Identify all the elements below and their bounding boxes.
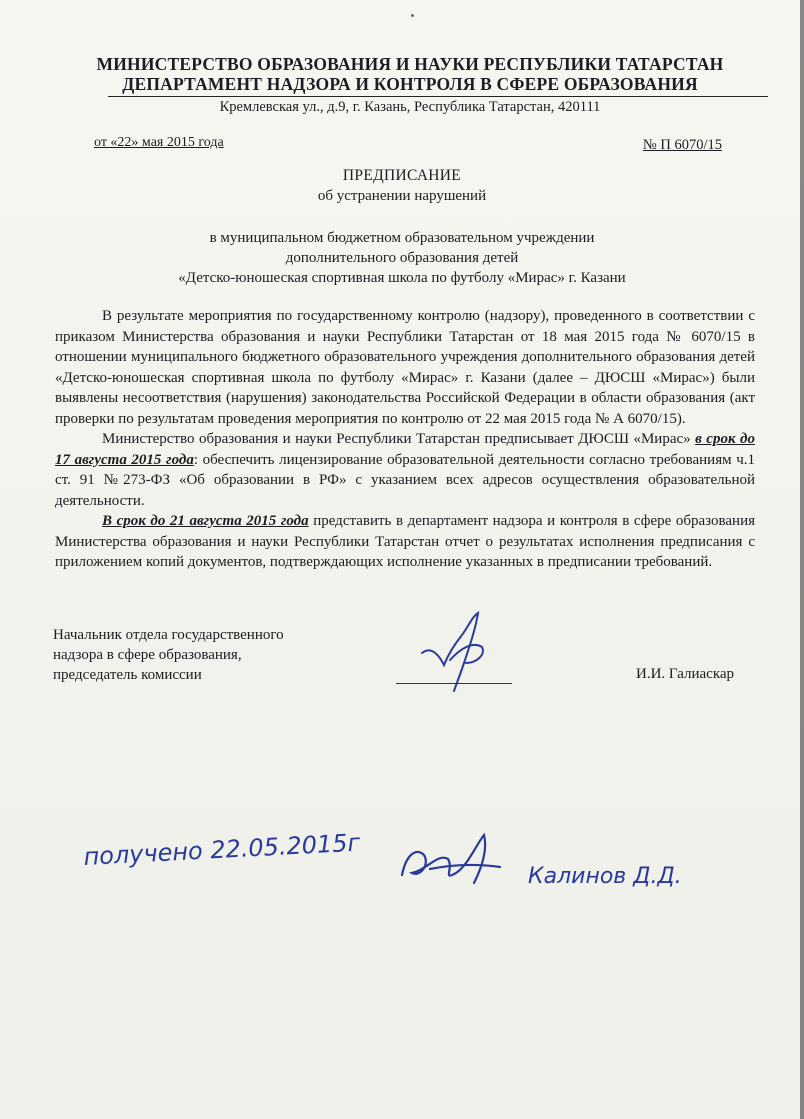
institution-line-1: в муниципальном бюджетном образовательном учреждении xyxy=(209,230,595,246)
paragraph-report xyxy=(55,511,755,573)
signatory-line-3: председатель комиссии xyxy=(53,667,202,683)
paragraph-order xyxy=(55,429,755,511)
receipt-note: получено 22.05.2015г xyxy=(82,828,361,871)
header-divider xyxy=(108,96,768,97)
deadline-license: в срок до 17 августа 2015 года xyxy=(55,431,755,468)
paragraph-findings: В результате мероприятия по государственному контролю (надзору), проведенного в соответствии с приказом Министерства образования и науки Республики Татарстан от 18 мая 2015 года № 6070/15 в отношении муниципального бюджетного образовательного учреждения дополнительного образования детей «Детско-юношеская спортивная школа по футболу «Мирас» г. Казани (далее – ДЮСШ «Мирас») были выявлены несоответствия (нарушения) законодательства Российской Федерации в области образования (акт проверки по результатам проведения мероприятия по контролю от 22 мая 2015 года № А 6070/15). xyxy=(55,308,755,427)
scan-edge xyxy=(800,0,804,1119)
signatory-line-2: надзора в сфере образования, xyxy=(53,647,242,663)
institution-line-3: «Детско-юношеская спортивная школа по футболу «Мирас» г. Казани xyxy=(178,270,626,286)
paper-speck xyxy=(411,14,414,17)
document-body xyxy=(55,306,755,573)
document-subtitle: об устранении нарушений xyxy=(317,188,487,204)
deadline-report: В срок до 21 августа 2015 года xyxy=(102,513,309,529)
receipt-name: Калинов Д.Д. xyxy=(528,864,682,889)
signature-line xyxy=(396,683,512,684)
official-signature xyxy=(410,605,520,695)
ministry-title: МИНИСТЕРСТВО ОБРАЗОВАНИЯ И НАУКИ РЕСПУБЛИКИ ТАТАРСТАН xyxy=(96,54,724,74)
signatory-line-1: Начальник отдела государственного xyxy=(53,627,284,643)
institution-line-2: дополнительного образования детей xyxy=(285,250,519,266)
report-requirements: представить в департамент надзора и контроля в сфере образования Министерства образования и науки Республики Татарстан отчет о результатах исполнения предписания с приложением копий документов, подтверждающих исполнение указанных в предписании требований. xyxy=(55,513,755,570)
order-text: Министерство образования и науки Республики Татарстан предписывает ДЮСШ «Мирас» xyxy=(102,431,691,447)
document-date: от «22» мая 2015 года xyxy=(94,135,224,150)
signatory-title xyxy=(53,625,284,685)
address-line: Кремлевская ул., д.9, г. Казань, Республика Татарстан, 420111 xyxy=(219,99,601,115)
signatory-name: И.И. Галиаскар xyxy=(636,666,735,682)
receipt-handwriting xyxy=(80,825,700,900)
document-title: ПРЕДПИСАНИЕ xyxy=(342,167,462,184)
document-number: № П 6070/15 xyxy=(642,137,722,153)
department-title: ДЕПАРТАМЕНТ НАДЗОРА И КОНТРОЛЯ В СФЕРЕ ОБРАЗОВАНИЯ xyxy=(122,74,698,94)
order-requirements: : обеспечить лицензирование образовательной деятельности согласно требованиям ч.1 ст. 91 №273-ФЗ «Об образовании в РФ» с указанием всех адресов осуществления образовательной деятельности. xyxy=(55,451,755,509)
